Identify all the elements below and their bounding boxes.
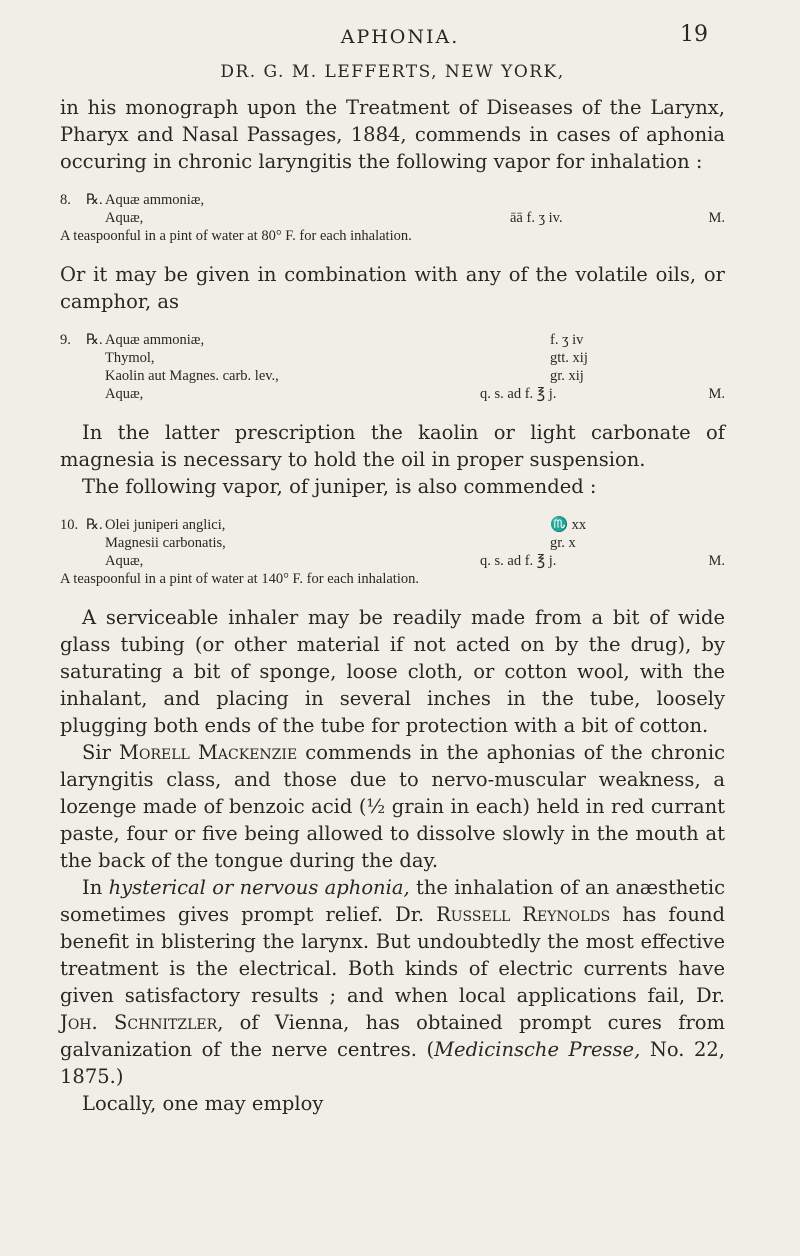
person-name: Morell Mackenzie <box>119 741 298 764</box>
running-head <box>0 22 800 52</box>
rx-ingredient: Aquæ, <box>105 210 144 226</box>
rx-quantity: gr. xij <box>550 368 584 384</box>
rx-quantity: ♏ xx <box>550 517 587 533</box>
rx-directions: A teaspoonful in a pint of water at 140° F. for each inhalation. <box>60 571 419 587</box>
rx-quantity: f. ʒ iv <box>550 332 584 348</box>
rx-quantity: gr. x <box>550 535 576 551</box>
section-heading: DR. G. M. LEFFERTS, NEW YORK, <box>220 62 565 82</box>
person-name: Russell Reynolds <box>436 903 611 926</box>
paragraph-juniper: The following vapor, of juniper, is also commended : <box>82 475 597 498</box>
rx-ingredient: Kaolin aut Magnes. carb. lev., <box>105 368 279 384</box>
paragraph-intro: in his monograph upon the Treatment of Diseases of the Larynx, Pharyx and Nasal Passages, 1884, commends in cases of aphonia occuring in chronic laryngitis the following vapor for inhalation : <box>60 96 725 173</box>
italic-term: hysterical or nervous aphonia, <box>108 876 410 899</box>
rx-mix-mark: M. <box>708 210 725 226</box>
rx-quantity: q. s. ad f. ℥ j. <box>480 386 557 402</box>
rx-mix-mark: M. <box>708 386 725 402</box>
recipe-symbol: ℞. <box>86 192 103 208</box>
rx-ingredient: Olei juniperi anglici, <box>105 517 226 533</box>
rx-ingredient: Aquæ ammoniæ, <box>105 192 205 208</box>
rx-quantity: q. s. ad f. ℥ j. <box>480 553 557 569</box>
paragraph-volatile-oils: Or it may be given in combination with any of the volatile oils, or camphor, as <box>60 263 725 313</box>
recipe-symbol: ℞. <box>86 332 103 348</box>
prescription-10 <box>60 516 725 588</box>
running-head-title: APHONIA. <box>340 26 460 48</box>
recipe-symbol: ℞. <box>86 517 103 533</box>
rx-ingredient: Aquæ, <box>105 386 144 402</box>
rx-quantity: gtt. xij <box>550 350 588 366</box>
rx-ingredient: Magnesii carbonatis, <box>105 535 226 551</box>
rx-number: 10. <box>60 517 79 533</box>
page-content <box>60 62 725 1117</box>
rx-ingredient: Aquæ, <box>105 553 144 569</box>
rx-ingredient: Aquæ ammoniæ, <box>105 332 205 348</box>
rx-mix-mark: M. <box>708 553 725 569</box>
paragraph-kaolin: In the latter prescription the kaolin or light carbonate of magnesia is necessary to hold the oil in proper suspension. <box>60 421 725 471</box>
rx-quantity: āā f. ʒ iv. <box>510 210 563 226</box>
rx-number: 9. <box>60 332 71 348</box>
rx-ingredient: Thymol, <box>105 350 155 366</box>
paragraph-hysterical-aphonia: In hysterical or nervous aphonia, the inhalation of an anæsthetic sometimes gives prompt relief. Dr. Russell Reynolds has found benefit in blistering the larynx. But undoubtedly the most effective treatment is the electrical. Both kinds of electric currents have given satisfactory results ; and when local applications fail, Dr. Joh. Schnitzler, of Vienna, has obtained prompt cures from galvanization of the nerve centres. (Medicinsche Presse, No. 22, 1875.) <box>60 876 726 1088</box>
rx-number: 8. <box>60 192 71 208</box>
paragraph-mackenzie: Sir Morell Mackenzie commends in the aphonias of the chronic laryngitis class, and those due to nervo-muscular weakness, a lozenge made of benzoic acid (½ grain in each) held in red currant paste, four or five being allowed to dissolve slowly in the mouth at the back of the tongue during the day. <box>60 741 725 872</box>
journal-title: Medicinsche Presse, <box>434 1038 641 1061</box>
prescription-9 <box>60 331 725 403</box>
page-number: 19 <box>680 22 708 47</box>
prescription-8 <box>60 191 725 245</box>
rx-directions: A teaspoonful in a pint of water at 80° F. for each inhalation. <box>60 228 412 244</box>
paragraph-inhaler: A serviceable inhaler may be readily made from a bit of wide glass tubing (or other material if not acted on by the drug), by saturating a bit of sponge, loose cloth, or cotton wool, with the inhalant, and placing in several inches in the tube, loosely plugging both ends of the tube for protection with a bit of cotton. <box>60 606 725 737</box>
paragraph-locally: Locally, one may employ <box>82 1092 324 1115</box>
person-name: Joh. Schnitzler <box>60 1011 218 1034</box>
